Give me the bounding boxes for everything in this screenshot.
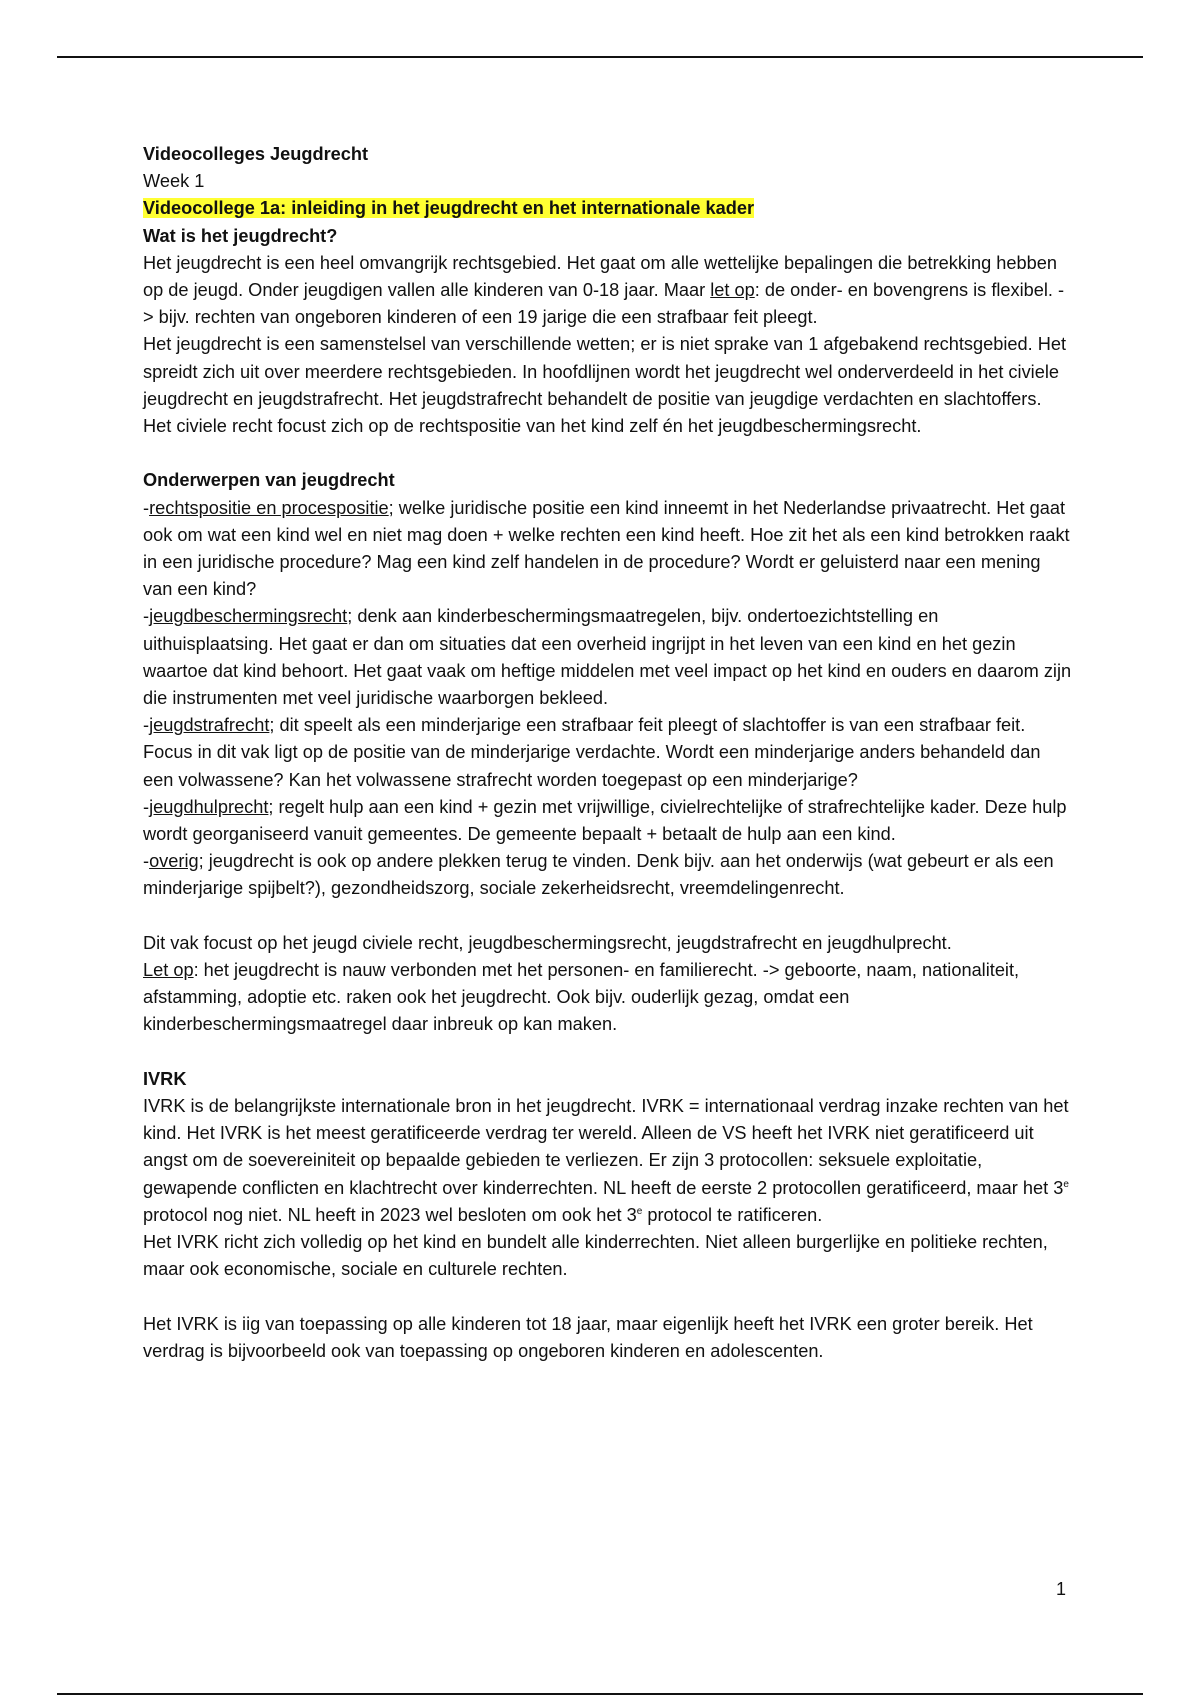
section-heading-wat-is: Wat is het jeugdrecht? bbox=[143, 225, 338, 246]
blank-line bbox=[143, 1039, 1073, 1066]
lecture-heading-line bbox=[143, 195, 1073, 222]
section-heading-ivrk: IVRK bbox=[143, 1068, 187, 1089]
document-title: Videocolleges Jeugdrecht bbox=[143, 144, 369, 164]
footer-rule bbox=[57, 1693, 1143, 1695]
lecture-heading: Videocollege 1a: inleiding in het jeugdrecht en het internationale kader bbox=[143, 198, 755, 219]
underlined-term: jeugdbeschermingsrecht bbox=[149, 606, 348, 627]
list-item: -jeugdstrafrecht; dit speelt als een minderjarige een strafbaar feit pleegt of slachtoffer is van een strafbaar feit. Focus in dit vak ligt op de positie van de minderjarige verdachte. Wordt een minderjarige anders behandeld dan een volwassene? Kan het volwassene strafrecht worden toegepast op een minderjarige? bbox=[143, 715, 1041, 790]
blank-line bbox=[143, 903, 1073, 930]
underlined-term: jeugdhulprecht bbox=[149, 796, 269, 817]
list-item: -rechtspositie en procespositie; welke juridische positie een kind inneemt in het Nederlandse privaatrecht. Het gaat ook om wat een kind wel en niet mag doen + welke rechten een kind heeft. Hoe zit het als een kind betrokken raakt in een juridische procedure? Mag een kind zelf handelen in de procedure? Wordt er geluisterd naar een mening van een kind? bbox=[143, 497, 1070, 600]
underlined-term: let op bbox=[710, 280, 755, 301]
page-number: 1 bbox=[1055, 1579, 1066, 1599]
header-rule bbox=[57, 56, 1143, 58]
list-item: -jeugdbeschermingsrecht; denk aan kinderbeschermingsmaatregelen, bijv. ondertoezichtstelling en uithuisplaatsing. Het gaat er dan om situaties dat een overheid ingrijpt in het leven van een kind en het gezin waartoe dat kind behoort. Het gaat vaak om heftige middelen met veel impact op het kind en ouders en daarom zijn die instrumenten met veel juridische waarborgen bekleed. bbox=[143, 606, 1072, 709]
underlined-term: overig bbox=[149, 851, 199, 872]
paragraph: Let op: het jeugdrecht is nauw verbonden met het personen- en familierecht. -> geboorte, naam, nationaliteit, afstamming, adoptie etc. raken ook het jeugdrecht. Ook bijv. ouderlijk gezag, omdat een kinderbeschermingsmaatregel daar inbreuk op kan maken. bbox=[143, 960, 1020, 1035]
list-item: -overig; jeugdrecht is ook op andere plekken terug te vinden. Denk bijv. aan het onderwijs (wat gebeurt er als een minderjarige spijbelt?), gezondheidszorg, sociale zekerheidsrecht, vreemdelingenrecht. bbox=[143, 851, 1054, 899]
paragraph: Het jeugdrecht is een heel omvangrijk rechtsgebied. Het gaat om alle wettelijke bepalingen die betrekking hebben op de jeugd. Onder jeugdigen vallen alle kinderen van 0-18 jaar. Maar let op: de onder- en bovengrens is flexibel. -> bijv. rechten van ongeboren kinderen of een 19 jarige die een strafbaar feit pleegt. bbox=[143, 252, 1065, 328]
underlined-term: rechtspositie en procespositie bbox=[149, 497, 389, 518]
underlined-term: Let op bbox=[143, 960, 194, 981]
paragraph: Het IVRK is iig van toepassing op alle kinderen tot 18 jaar, maar eigenlijk heeft het IVRK een groter bereik. Het verdrag is bijvoorbeeld ook van toepassing op ongeboren kinderen en adolescenten. bbox=[143, 1313, 1033, 1361]
underlined-term: jeugdstrafrecht bbox=[149, 715, 270, 736]
paragraph: Het IVRK richt zich volledig op het kind en bundelt alle kinderrechten. Niet alleen burgerlijke en politieke rechten, maar ook economische, sociale en culturele rechten. bbox=[143, 1232, 1048, 1280]
blank-line bbox=[143, 1283, 1073, 1310]
paragraph: Dit vak focust op het jeugd civiele recht, jeugdbeschermingsrecht, jeugdstrafrecht en jeugdhulprecht. bbox=[143, 932, 952, 953]
section-heading-onderwerpen: Onderwerpen van jeugdrecht bbox=[143, 470, 395, 491]
list-item: -jeugdhulprecht; regelt hulp aan een kind + gezin met vrijwillige, civielrechtelijke of strafrechtelijke kader. Deze hulp wordt georganiseerd vanuit gemeentes. De gemeente bepaalt + betaalt de hulp aan een kind. bbox=[143, 796, 1067, 845]
paragraph: Het jeugdrecht is een samenstelsel van verschillende wetten; er is niet sprake van 1 afgebakend rechtsgebied. Het spreidt zich uit over meerdere rechtsgebieden. In hoofdlijnen wordt het jeugdrecht wel onderverdeeld in het civiele jeugdrecht en jeugdstrafrecht. Het jeugdstrafrecht behandelt de positie van jeugdige verdachten en slachtoffers. Het civiele recht focust zich op de rechtspositie van het kind zelf én het jeugdbeschermingsrecht. bbox=[143, 334, 1067, 437]
week-label: Week 1 bbox=[143, 171, 205, 192]
blank-line bbox=[143, 440, 1073, 467]
paragraph: IVRK is de belangrijkste internationale bron in het jeugdrecht. IVRK = internationaal verdrag inzake rechten van het kind. Het IVRK is het meest geratificeerde verdrag ter wereld. Alleen de VS heeft het IVRK niet geratificeerd uit angst om de soevereiniteit op bepaalde gebieden te verliezen. Er zijn 3 protocollen: seksuele exploitatie, gewapende conflicten en klachtrecht over kinderrechten. NL heeft de eerste 2 protocollen geratificeerd, maar het 3e protocol nog niet. NL heeft in 2023 wel besloten om ook het 3e protocol te ratificeren. bbox=[143, 1096, 1069, 1225]
document-body bbox=[143, 141, 1073, 1365]
